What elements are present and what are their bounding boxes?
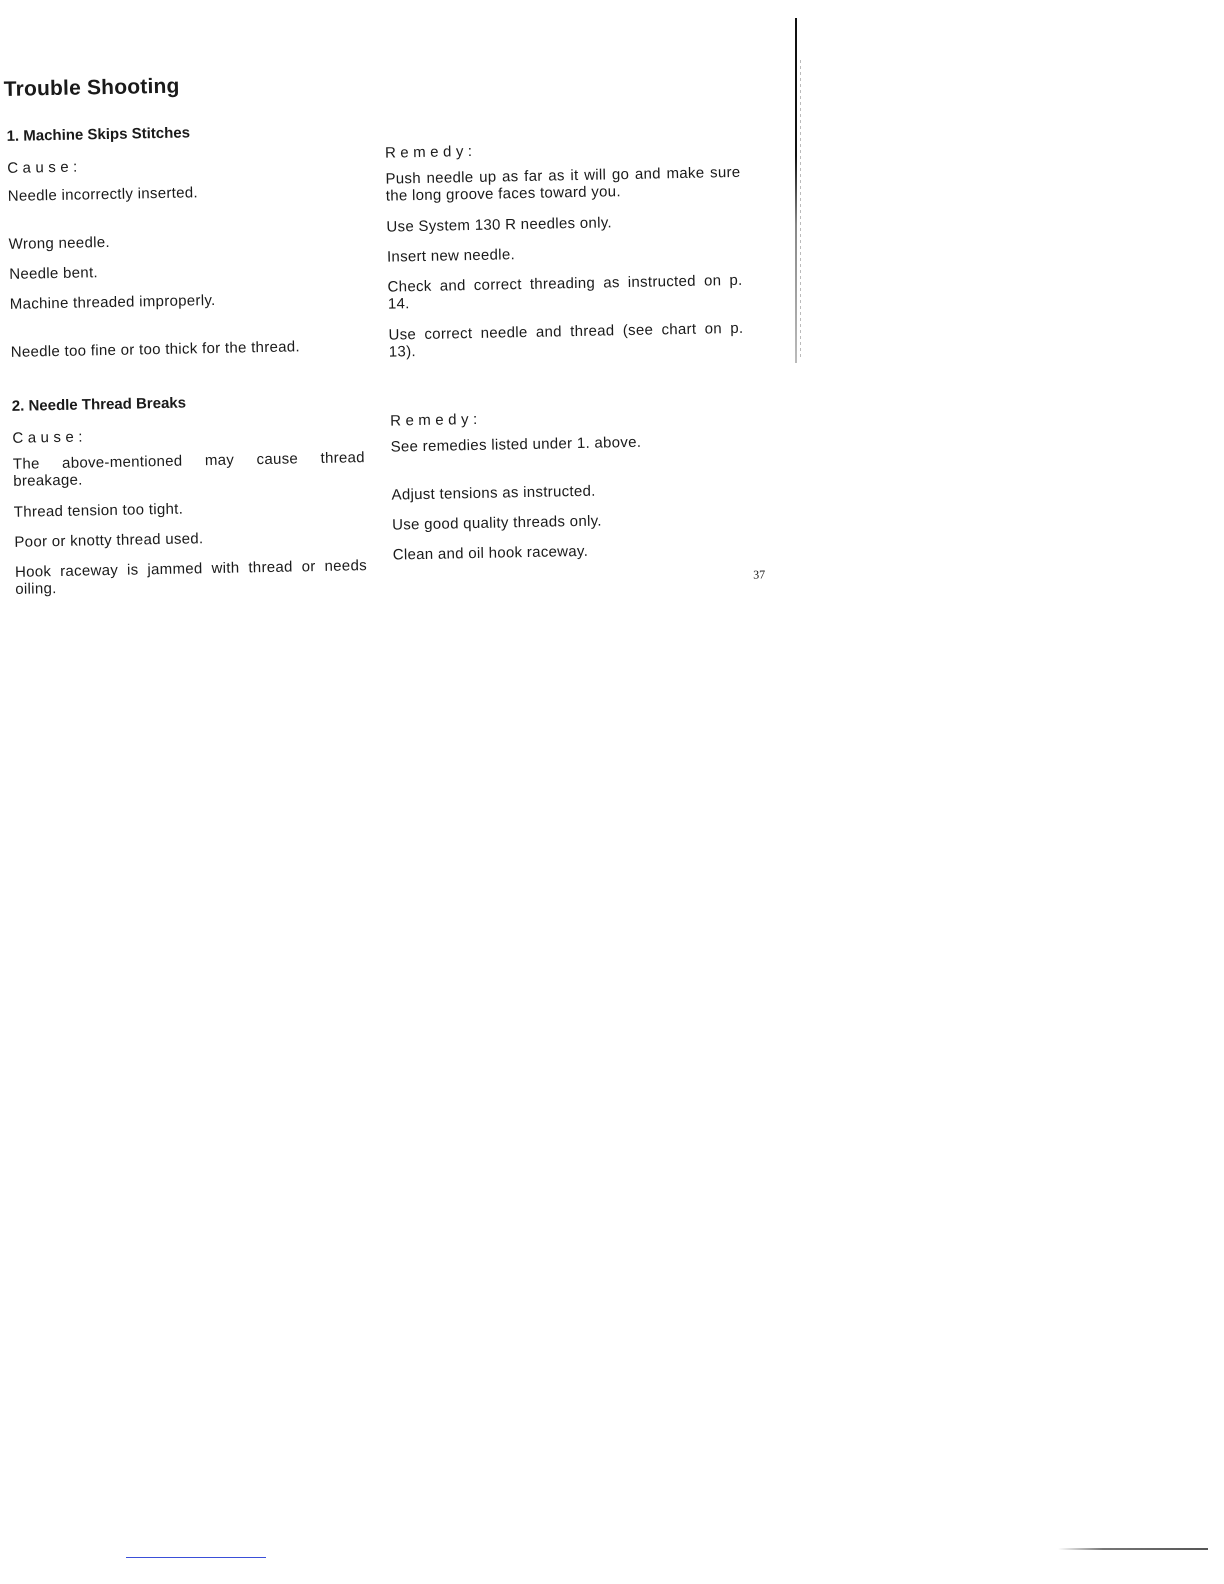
scan-artifact-line [126, 1557, 266, 1558]
page-number: 37 [753, 567, 766, 582]
cause-item: Thread tension too tight. [13, 500, 184, 521]
remedy-item: Push needle up as far as it will go and make sure the long groove faces toward you. [385, 163, 741, 205]
scan-edge-dots [800, 60, 801, 360]
section-heading-skips: 1. Machine Skips Stitches [6, 124, 191, 145]
scan-artifact-edge [1058, 1548, 1208, 1550]
cause-item: Wrong needle. [8, 233, 111, 253]
page-content [0, 0, 826, 612]
remedy-item: Insert new needle. [386, 246, 516, 266]
cause-item: Machine threaded improperly. [9, 291, 216, 313]
remedy-item: Use correct needle and thread (see chart on p. 13). [388, 319, 744, 361]
remedy-item: Clean and oil hook raceway. [392, 542, 589, 564]
remedy-item: Check and correct threading as instructed on p. 14. [387, 271, 743, 313]
remedy-item: Adjust tensions as instructed. [391, 482, 596, 504]
cause-item: The above-mentioned may cause thread breakage. [12, 449, 366, 490]
remedy-item: See remedies listed under 1. above. [390, 433, 642, 456]
remedy-item: Use System 130 R needles only. [386, 214, 613, 236]
page-title: Trouble Shooting [3, 74, 180, 101]
cause-item: Hook raceway is jammed with thread or needs oiling. [14, 557, 368, 598]
cause-item: Needle bent. [9, 264, 99, 283]
remedy-label: Remedy: [389, 410, 482, 430]
cause-item: Poor or knotty thread used. [14, 530, 204, 551]
cause-item: Needle too fine or too thick for the thread. [10, 338, 301, 361]
scan-edge-rule [795, 18, 797, 363]
remedy-label: Remedy: [384, 142, 477, 162]
remedy-item: Use good quality threads only. [391, 512, 602, 534]
cause-label: Cause: [12, 428, 88, 447]
cause-label: Cause: [7, 158, 82, 177]
cause-item: Needle incorrectly inserted. [7, 184, 199, 205]
section-heading-thread-breaks: 2. Needle Thread Breaks [11, 394, 187, 415]
